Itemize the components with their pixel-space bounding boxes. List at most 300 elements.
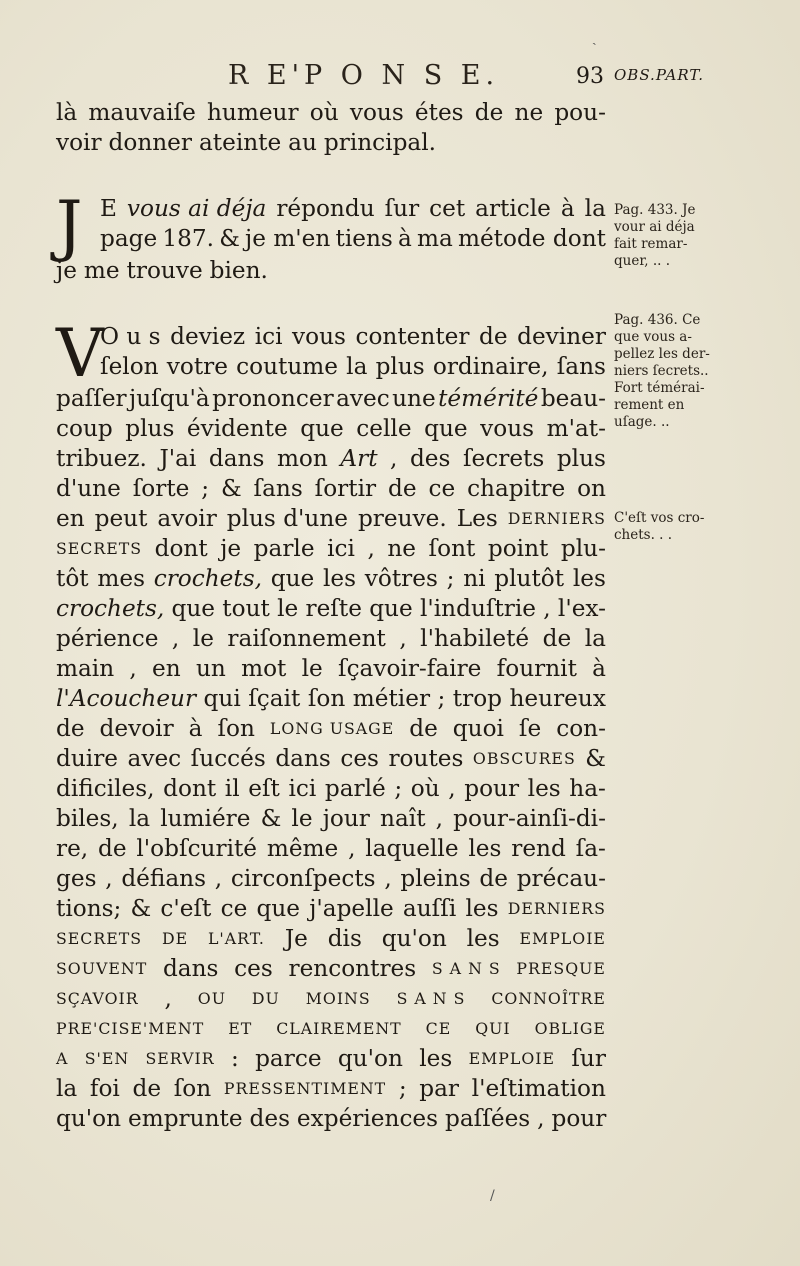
- word: crochets,: [56, 595, 165, 622]
- word: MOINS: [305, 989, 371, 1008]
- word: deviez: [170, 323, 246, 350]
- word: l'obſcurité: [136, 835, 258, 862]
- word: de: [479, 865, 508, 892]
- word: ſur: [384, 195, 420, 222]
- word: celle: [356, 415, 412, 442]
- word: humeur: [206, 99, 299, 126]
- word: quoi: [452, 715, 504, 742]
- running-header: [0, 58, 800, 98]
- word: reſte: [305, 595, 362, 622]
- word: PRE'CISE'MENT: [56, 1019, 205, 1038]
- word: ici: [254, 323, 283, 350]
- word: ,: [390, 445, 398, 472]
- word: l'Acoucheur: [56, 685, 197, 712]
- marginal-note-line: vour ai déja: [614, 219, 695, 235]
- word: métode dont: [457, 225, 606, 252]
- word: la: [346, 353, 368, 380]
- word: QUI: [475, 1019, 511, 1038]
- word: deviner: [517, 323, 606, 350]
- word: CE: [425, 1019, 452, 1038]
- page-number: 93: [576, 64, 604, 89]
- word: les: [419, 1045, 453, 1072]
- word: devoir: [99, 715, 174, 742]
- word: ſçavoir-faire: [337, 655, 482, 682]
- text-line: [56, 1074, 606, 1104]
- word: ha-: [569, 775, 606, 802]
- word: là: [56, 99, 78, 126]
- word: Art: [340, 445, 378, 472]
- word: étes: [414, 99, 464, 126]
- word: j'apelle: [309, 895, 394, 922]
- word: PRESSENTIMENT: [223, 1079, 387, 1098]
- word: EMPLOIE: [468, 1049, 556, 1068]
- word: avec: [127, 745, 182, 772]
- text-line: [56, 864, 606, 894]
- text-line: [100, 322, 606, 352]
- word: J'ai: [159, 445, 197, 472]
- word: le: [192, 625, 214, 652]
- word: page: [100, 225, 158, 252]
- word: crochets,: [153, 565, 262, 592]
- word: les: [527, 775, 561, 802]
- word: routes: [388, 745, 464, 772]
- marginal-note-line: Pag. 433. Je: [614, 202, 696, 218]
- word: la: [584, 625, 606, 652]
- text-line: [56, 1014, 606, 1044]
- word: OU: [197, 989, 227, 1008]
- word: vôtres: [364, 565, 438, 592]
- word: voir: [56, 129, 102, 156]
- marginal-note-line: Pag. 436. Ce: [614, 312, 701, 328]
- word: où: [309, 99, 339, 126]
- word: main: [56, 655, 115, 682]
- word: SECRETS: [56, 929, 143, 948]
- marginal-note-line: fait remar-: [614, 236, 688, 252]
- word: ,: [537, 1105, 545, 1132]
- word: plutôt: [494, 565, 565, 592]
- word: lumiére: [160, 805, 251, 832]
- text-line: [56, 1044, 606, 1074]
- word: à: [592, 655, 606, 682]
- word: à: [560, 195, 575, 222]
- word: juſqu'à: [129, 385, 210, 412]
- word: je: [220, 535, 242, 562]
- drop-cap: J: [56, 187, 83, 264]
- word: OBSCURES: [472, 749, 576, 768]
- text-line: [56, 714, 606, 744]
- word: ateinte: [198, 129, 282, 156]
- word: S A N S: [431, 959, 501, 978]
- word: que: [171, 595, 216, 622]
- text-line: [100, 194, 606, 224]
- word: ,: [399, 625, 407, 652]
- word: ne: [514, 99, 544, 126]
- word: paſſer: [56, 385, 127, 412]
- word: ;: [394, 775, 403, 802]
- text-line: [56, 1104, 606, 1134]
- word: l'eſtimation: [471, 1075, 606, 1102]
- word: le: [301, 655, 323, 682]
- word: pou-: [554, 99, 606, 126]
- word: que: [270, 565, 315, 592]
- word: vous: [292, 323, 346, 350]
- word: les: [322, 565, 357, 592]
- word: la: [584, 195, 606, 222]
- word: tribuez.: [56, 445, 147, 472]
- word: plus: [375, 353, 425, 380]
- word: ne: [387, 535, 416, 562]
- word: ſecrets: [462, 445, 545, 472]
- word: plu-: [560, 535, 606, 562]
- word: évidente: [186, 415, 288, 442]
- word: preuve.: [357, 505, 447, 532]
- word: de: [409, 715, 438, 742]
- word: &: [219, 225, 240, 252]
- word: peut: [94, 505, 148, 532]
- text-line: [56, 954, 606, 984]
- marginal-note-line: quer, .. .: [614, 253, 671, 269]
- text-line: [56, 624, 606, 654]
- text-line: [100, 352, 606, 382]
- word: auſſi: [402, 895, 457, 922]
- ink-mark: /: [490, 1188, 495, 1204]
- word: Les: [456, 505, 498, 532]
- word: il: [224, 775, 240, 802]
- word: des: [249, 1105, 290, 1132]
- word: le: [291, 805, 313, 832]
- word: re,: [56, 835, 89, 862]
- word: ſa-: [575, 835, 606, 862]
- text-line: [56, 384, 606, 414]
- word: circonſpects: [230, 865, 376, 892]
- word: PRESQUE: [516, 959, 606, 978]
- word: DE: [161, 929, 189, 948]
- word: les: [468, 835, 502, 862]
- word: ,: [435, 805, 444, 832]
- word: je: [56, 257, 77, 284]
- word: à: [188, 715, 203, 742]
- word: ſans: [556, 353, 606, 380]
- word: dans: [275, 745, 331, 772]
- word: &: [130, 895, 152, 922]
- word: les: [465, 895, 499, 922]
- word: où: [410, 775, 440, 802]
- word: périence: [56, 625, 159, 652]
- word: ce: [220, 895, 248, 922]
- word: contenter: [355, 323, 470, 350]
- text-line: [100, 224, 606, 254]
- marginal-note: [614, 510, 734, 544]
- word: qu'on: [337, 1045, 403, 1072]
- word: DERNIERS: [507, 509, 606, 528]
- word: Je: [284, 925, 308, 952]
- word: ici: [327, 535, 355, 562]
- word: ſuccés: [190, 745, 266, 772]
- word: que: [424, 415, 468, 442]
- word: beau-: [540, 385, 606, 412]
- word: ſelon: [100, 353, 159, 380]
- word: ,: [214, 865, 223, 892]
- word: avec: [336, 385, 390, 412]
- word: article: [475, 195, 551, 222]
- main-text-column: [56, 98, 606, 1134]
- word: E: [100, 195, 117, 222]
- drop-cap: V: [56, 315, 104, 392]
- text-line: [56, 594, 606, 624]
- word: ET: [228, 1019, 253, 1038]
- text-line: [56, 256, 606, 286]
- word: point: [487, 535, 549, 562]
- word: au: [288, 129, 317, 156]
- marginal-note-line: C'eſt vos cro-: [614, 510, 705, 526]
- word: fournit: [496, 655, 577, 682]
- word: ce: [428, 475, 456, 502]
- word: tions;: [56, 895, 122, 922]
- word: bien.: [209, 257, 268, 284]
- word: un: [195, 655, 226, 682]
- word: dis: [327, 925, 362, 952]
- running-title: R E'P O N S E.: [228, 60, 500, 91]
- text-line: [56, 744, 606, 774]
- word: mauvaiſe: [88, 99, 196, 126]
- word: eſt: [248, 775, 280, 802]
- word: répondu: [276, 195, 375, 222]
- word: ſe: [518, 715, 542, 742]
- paragraph: [56, 187, 606, 286]
- word: ,: [543, 595, 551, 622]
- word: 187.: [162, 225, 215, 252]
- word: ces: [234, 955, 273, 982]
- word: témérité: [438, 385, 539, 412]
- word: ,: [171, 625, 180, 652]
- word: ;: [201, 475, 210, 502]
- text-line: [56, 804, 606, 834]
- word: je m'en: [245, 225, 331, 252]
- word: plus d'une: [226, 505, 349, 532]
- word: S A N S: [396, 989, 466, 1008]
- text-line: [56, 128, 606, 158]
- word: mon: [276, 445, 328, 472]
- word: l'induſtrie: [419, 595, 537, 622]
- word: duire: [56, 745, 118, 772]
- word: qui: [203, 685, 241, 712]
- word: ,: [164, 985, 172, 1012]
- word: naît: [380, 805, 426, 832]
- word: vous: [349, 99, 404, 126]
- text-line: [56, 684, 606, 714]
- text-line: [56, 98, 606, 128]
- text-line: [56, 984, 606, 1014]
- text-line: [56, 774, 606, 804]
- word: SÇAVOIR: [56, 989, 139, 1008]
- word: biles,: [56, 805, 119, 832]
- word: que: [300, 415, 344, 442]
- word: de: [132, 1075, 162, 1102]
- word: défians: [121, 865, 207, 892]
- word: SERVIR: [145, 1049, 215, 1068]
- marginal-note-line: rement en: [614, 397, 685, 413]
- word: ici: [288, 775, 317, 802]
- word: tôt: [56, 565, 89, 592]
- word: ,: [384, 865, 392, 892]
- word: raiſonnement: [227, 625, 386, 652]
- word: tiens: [335, 225, 393, 252]
- ink-mark: ˏ: [592, 30, 597, 46]
- text-line: [56, 924, 606, 954]
- word: DERNIERS: [507, 899, 606, 918]
- word: ;: [437, 685, 446, 712]
- word: CONNOÎTRE: [491, 989, 606, 1008]
- word: rencontres: [288, 955, 417, 982]
- text-line: [56, 564, 606, 594]
- word: ces: [340, 745, 379, 772]
- word: &: [220, 475, 242, 502]
- word: expériences: [296, 1105, 439, 1132]
- text-line: [56, 654, 606, 684]
- word: vous: [480, 415, 535, 442]
- word: ſon: [217, 715, 255, 742]
- word: cet: [429, 195, 466, 222]
- word: même: [266, 835, 339, 862]
- marginal-note: [614, 202, 734, 270]
- word: que: [256, 895, 300, 922]
- word: ſans: [253, 475, 303, 502]
- word: le: [277, 595, 299, 622]
- word: on: [577, 475, 606, 502]
- word: rend: [511, 835, 566, 862]
- word: les: [572, 565, 606, 592]
- word: une: [392, 385, 436, 412]
- word: ,: [348, 835, 356, 862]
- word: de: [387, 475, 417, 502]
- word: précau-: [516, 865, 606, 892]
- word: ,: [448, 775, 456, 802]
- word: vous ai déja: [126, 195, 267, 222]
- word: principal.: [323, 129, 437, 156]
- word: heureux: [509, 685, 606, 712]
- word: la: [56, 1075, 78, 1102]
- word: métier: [352, 685, 431, 712]
- word: dont: [163, 775, 217, 802]
- marginal-note-line: pellez les der-: [614, 346, 710, 362]
- word: ,: [129, 655, 137, 682]
- word: trop: [452, 685, 503, 712]
- word: ordinaire,: [432, 353, 549, 380]
- word: pour: [464, 775, 520, 802]
- word: OBLIGE: [534, 1019, 606, 1038]
- text-line: [56, 534, 606, 564]
- word: de: [479, 323, 508, 350]
- word: laquelle: [365, 835, 459, 862]
- word: A: [56, 1049, 69, 1068]
- word: parce: [255, 1045, 322, 1072]
- word: dans: [162, 955, 219, 982]
- word: à: [397, 225, 412, 252]
- word: dans: [208, 445, 265, 472]
- word: CLAIREMENT: [276, 1019, 402, 1038]
- word: foi: [89, 1075, 120, 1102]
- word: ,: [367, 535, 375, 562]
- word: que: [369, 595, 413, 622]
- word: ſortir: [314, 475, 377, 502]
- word: ma: [416, 225, 453, 252]
- word: ſçait: [248, 685, 301, 712]
- word: parle: [253, 535, 315, 562]
- marginal-note-line: uſage. ..: [614, 414, 670, 430]
- word: m'at-: [546, 415, 606, 442]
- text-line: [56, 414, 606, 444]
- word: con-: [556, 715, 606, 742]
- word: &: [260, 805, 282, 832]
- word: les: [466, 925, 500, 952]
- word: d'une: [56, 475, 121, 502]
- word: en: [56, 505, 85, 532]
- word: trouve: [126, 257, 203, 284]
- marginal-note-line: que vous a-: [614, 329, 692, 345]
- word: L'ART.: [207, 929, 265, 948]
- word: SECRETS: [56, 539, 143, 558]
- text-line: [56, 834, 606, 864]
- word: O u s: [100, 323, 161, 350]
- word: ;: [446, 565, 455, 592]
- word: mes: [97, 565, 145, 592]
- word: &: [585, 745, 606, 772]
- word: ,: [105, 865, 113, 892]
- text-line: [56, 894, 606, 924]
- word: c'eſt: [160, 895, 212, 922]
- text-line: [56, 444, 606, 474]
- word: donner: [108, 129, 192, 156]
- word: me: [83, 257, 120, 284]
- word: pour-ainſi-di-: [453, 805, 606, 832]
- word: ſorte: [132, 475, 190, 502]
- word: coutume: [236, 353, 338, 380]
- word: la: [128, 805, 151, 832]
- word: dificiles,: [56, 775, 155, 802]
- word: dont: [154, 535, 208, 562]
- word: emprunte: [128, 1105, 243, 1132]
- word: tout: [222, 595, 270, 622]
- word: pour: [551, 1105, 607, 1132]
- word: ges: [56, 865, 97, 892]
- paragraph: [56, 98, 606, 158]
- word: mot: [241, 655, 287, 682]
- word: chapitre: [467, 475, 566, 502]
- word: par: [419, 1075, 460, 1102]
- word: SOUVENT: [56, 959, 148, 978]
- word: votre: [166, 353, 228, 380]
- word: jour: [322, 805, 370, 832]
- word: ſon: [307, 685, 346, 712]
- word: prononcer: [212, 385, 334, 412]
- word: l'ex-: [557, 595, 606, 622]
- word: de: [98, 835, 127, 862]
- word: ;: [398, 1075, 407, 1102]
- paragraph: [56, 315, 607, 1134]
- word: :: [230, 1045, 239, 1072]
- marginal-note-line: chets. . .: [614, 527, 673, 543]
- observation-label: OBS.PART.: [614, 66, 704, 84]
- text-line: [56, 504, 606, 534]
- word: paſſées: [445, 1105, 531, 1132]
- marginal-note-line: niers ſecrets..: [614, 363, 709, 379]
- marginal-note-line: Fort témérai-: [614, 380, 705, 396]
- word: plus: [556, 445, 606, 472]
- marginal-note: [614, 312, 734, 431]
- word: ſur: [571, 1045, 606, 1072]
- word: l'habileté: [420, 625, 530, 652]
- word: LONG USAGE: [269, 719, 395, 738]
